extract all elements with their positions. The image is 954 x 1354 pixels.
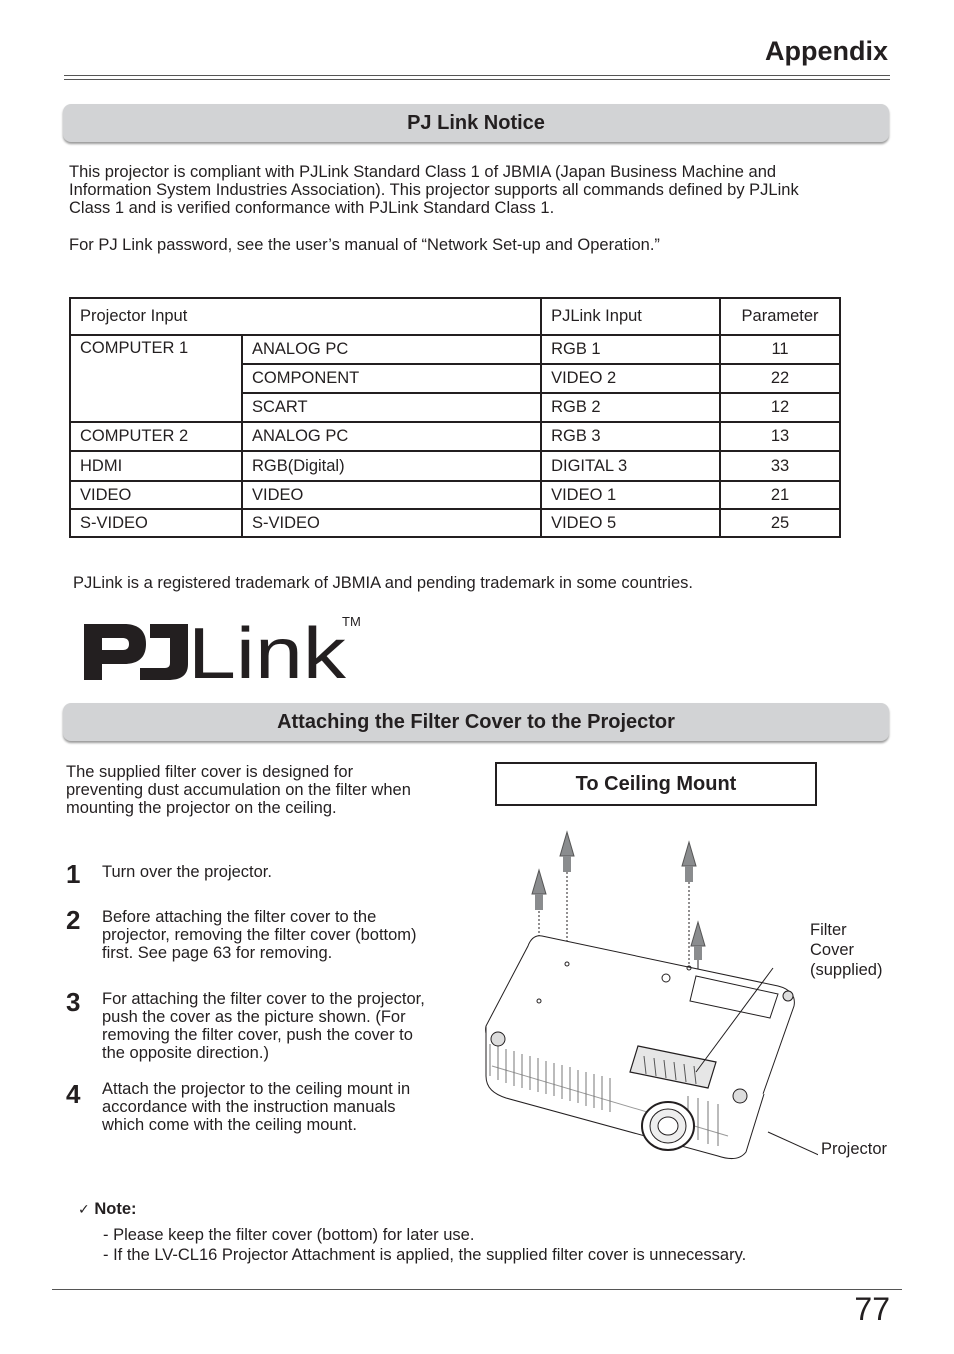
cell-group: HDMI [70, 451, 242, 481]
table-row [70, 509, 840, 537]
note-title: Note: [94, 1200, 137, 1218]
cell-param: 22 [720, 364, 840, 393]
footer-rule [52, 1289, 902, 1290]
step-line: Before attaching the filter cover to the [102, 908, 377, 926]
step-line: removing the filter cover, push the cover to [102, 1026, 413, 1044]
step-number: 1 [66, 859, 81, 889]
cell-param: 21 [720, 481, 840, 509]
step-line: Turn over the projector. [102, 863, 272, 881]
pjlink-para-line: This projector is compliant with PJLink Standard Class 1 of JBMIA (Japan Business Machine and [69, 163, 777, 181]
pjlink-logo-tm: TM [342, 614, 361, 629]
table-header-row [70, 298, 840, 335]
label-line: (supplied) [810, 961, 883, 979]
arrow-up-icon [682, 842, 696, 968]
cell-pjlink: RGB 3 [541, 422, 720, 451]
trademark-note: PJLink is a registered trademark of JBMIA and pending trademark in some countries. [73, 574, 693, 592]
label-line: Cover [810, 941, 855, 959]
cell-param: 13 [720, 422, 840, 451]
step-text [102, 1080, 410, 1134]
label-line: Filter [810, 921, 847, 939]
table-row [70, 335, 840, 364]
cell-input: COMPONENT [242, 364, 541, 393]
header-rule-double [64, 79, 890, 80]
note-heading [78, 1200, 137, 1219]
step-number: 4 [66, 1079, 81, 1109]
section-title-filter-cover: Attaching the Filter Cover to the Projector [63, 703, 889, 741]
step-line: push the cover as the picture shown. (For [102, 1008, 406, 1026]
cell-pjlink: RGB 2 [541, 393, 720, 422]
cell-input: VIDEO [242, 481, 541, 509]
step-line: accordance with the instruction manuals [102, 1098, 396, 1116]
header-rule [64, 75, 890, 76]
filter-intro-line: mounting the projector on the ceiling. [66, 799, 337, 817]
check-icon: ✓ [78, 1202, 90, 1218]
page-header-title: Appendix [764, 36, 888, 66]
table-row [70, 422, 840, 451]
projector-illustration [478, 826, 818, 1171]
table-row [70, 481, 840, 509]
cell-pjlink: VIDEO 2 [541, 364, 720, 393]
cell-group: COMPUTER 1 [70, 335, 242, 422]
step-line: first. See page 63 for removing. [102, 944, 333, 962]
step-text [102, 908, 417, 962]
cell-pjlink: DIGITAL 3 [541, 451, 720, 481]
cell-param: 33 [720, 451, 840, 481]
cell-pjlink: RGB 1 [541, 335, 720, 364]
table-row [70, 451, 840, 481]
cell-param: 11 [720, 335, 840, 364]
cell-input: SCART [242, 393, 541, 422]
cell-input: ANALOG PC [242, 422, 541, 451]
pjlink-para-line: Class 1 and is verified conformance with PJLink Standard Class 1. [69, 199, 555, 217]
cell-input: RGB(Digital) [242, 451, 541, 481]
step-line: For attaching the filter cover to the projector, [102, 990, 425, 1008]
cell-group: COMPUTER 2 [70, 422, 242, 451]
filter-intro-line: The supplied filter cover is designed for [66, 763, 354, 781]
step-line: Attach the projector to the ceiling mount in [102, 1080, 411, 1098]
step-number: 3 [66, 987, 81, 1017]
step-line: which come with the ceiling mount. [102, 1116, 357, 1134]
pjlink-para-line: Information System Industries Association). This projector supports all commands defined by PJLink [69, 181, 799, 199]
pjlink-logo-graphic [84, 610, 364, 690]
projector-drawing [478, 826, 818, 1171]
step-number: 2 [66, 905, 81, 935]
header-projector-input: Projector Input [70, 298, 541, 335]
pjlink-password-note: For PJ Link password, see the user’s manual of “Network Set-up and Operation.” [69, 236, 660, 254]
header-parameter: Parameter [720, 298, 840, 335]
step-text [102, 990, 425, 1062]
filter-intro-line: preventing dust accumulation on the filter when [66, 781, 411, 799]
ceiling-mount-box: To Ceiling Mount [495, 762, 817, 806]
cell-group: VIDEO [70, 481, 242, 509]
step-line: the opposite direction.) [102, 1044, 269, 1062]
cell-input: S-VIDEO [242, 509, 541, 537]
cell-param: 25 [720, 509, 840, 537]
section-title-pjlink: PJ Link Notice [63, 104, 889, 142]
pjlink-paragraph [69, 163, 799, 217]
page-number: 77 [854, 1291, 890, 1327]
note-line: - Please keep the filter cover (bottom) for later use. [103, 1226, 475, 1244]
cell-input: ANALOG PC [242, 335, 541, 364]
label-projector: Projector [821, 1140, 888, 1158]
cell-pjlink: VIDEO 1 [541, 481, 720, 509]
pjlink-input-table [69, 297, 841, 538]
pjlink-logo-text: Link [188, 614, 348, 690]
cell-param: 12 [720, 393, 840, 422]
pjlink-logo [84, 610, 364, 690]
label-filter-cover [810, 920, 882, 980]
header-pjlink-input: PJLink Input [541, 298, 720, 335]
step-line: projector, removing the filter cover (bottom) [102, 926, 417, 944]
note-line: - If the LV-CL16 Projector Attachment is applied, the supplied filter cover is unnecessary. [103, 1246, 747, 1264]
cell-group: S-VIDEO [70, 509, 242, 537]
cell-pjlink: VIDEO 5 [541, 509, 720, 537]
filter-intro [66, 763, 411, 817]
step-text [102, 863, 272, 881]
